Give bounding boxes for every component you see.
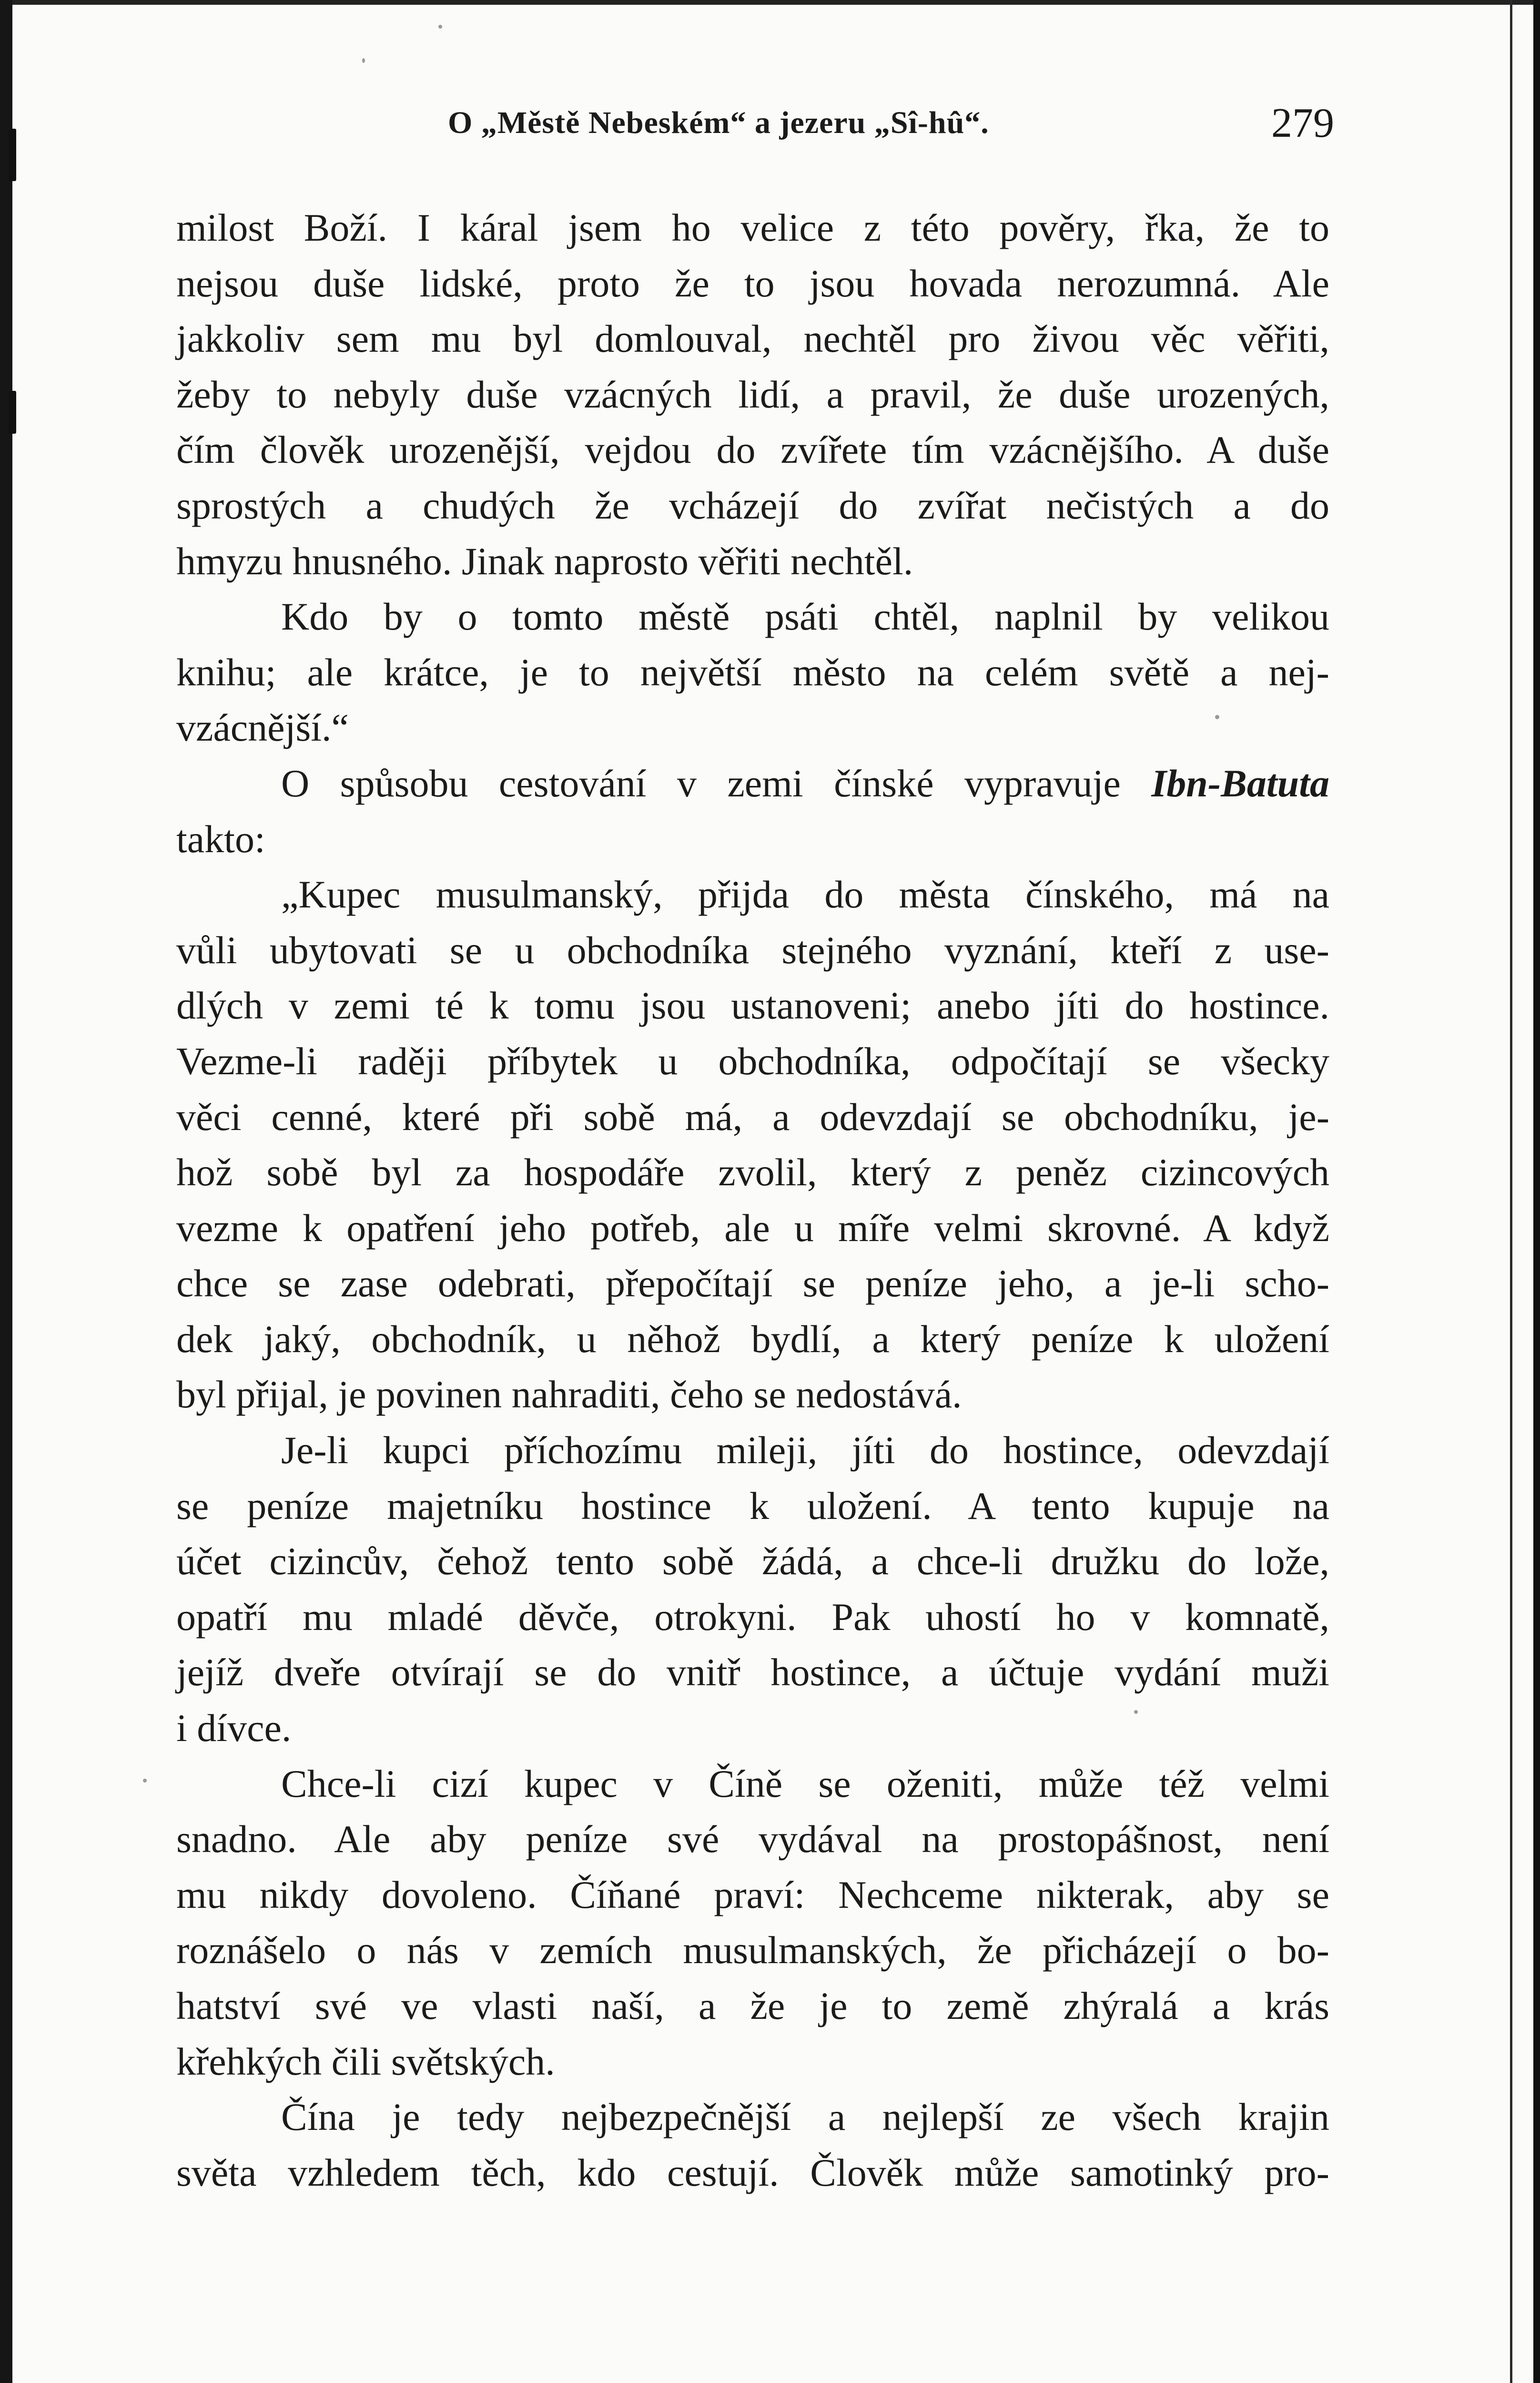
text-line: byl přijal, je povinen nahraditi, čeho se nedostává. (176, 1373, 962, 1416)
page-number: 279 (1271, 100, 1334, 146)
text-line: věci cenné, které při sobě má, a odevzdají se obchodníku, je- (176, 1095, 1329, 1139)
scan-mark (9, 129, 16, 181)
text-line: žeby to nebyly duše vzácných lidí, a pravil, že duše urozených, (176, 372, 1329, 416)
text-line (176, 756, 1329, 812)
text-line: jejíž dveře otvírají se do vnitř hostince, a účtuje vydání muži (176, 1650, 1329, 1694)
running-head: O „Městě Nebeském“ a jezeru „Sî-hû“. (448, 105, 989, 140)
scan-mark (9, 391, 16, 434)
text-line: dlých v zemi té k tomu jsou ustanoveni; anebo jíti do hostince. (176, 984, 1329, 1028)
body-text (176, 200, 1329, 2200)
text-line-start: O spůsobu cestování v zemi čínské vypravuje (281, 761, 1152, 805)
text-line: sprostých a chudých že vcházejí do zvířat nečistých a do (176, 483, 1329, 527)
text-line: nejsou duše lidské, proto že to jsou hovada nerozumná. Ale (176, 261, 1329, 305)
scan-edge-left (0, 0, 12, 2383)
scan-speck (438, 25, 442, 29)
text-line: chce se zase odebrati, přepočítají se peníze jeho, a je-li scho- (176, 1262, 1329, 1305)
text-line: opatří mu mladé děvče, otrokyni. Pak uhostí ho v komnatě, (176, 1595, 1329, 1639)
author-name: Ibn-Batuta (1151, 761, 1329, 805)
text-line: čím člověk urozenější, vejdou do zvířete tím vzácnějšího. A duše (176, 428, 1329, 472)
text-line: hmyzu hnusného. Jinak naprosto věřiti nechtěl. (176, 539, 913, 583)
text-line: světa vzhledem těch, kdo cestují. Člověk může samotinký pro- (176, 2150, 1329, 2194)
text-line: Čína je tedy nejbezpečnější a nejlepší ze všech krajin (281, 2095, 1329, 2139)
text-line: hož sobě byl za hospodáře zvolil, který z peněz cizincových (176, 1151, 1329, 1194)
text-line: vezme k opatření jeho potřeb, ale u míře velmi skrovné. A když (176, 1206, 1329, 1250)
text-line: se peníze majetníku hostince k uložení. A tento kupuje na (176, 1484, 1329, 1528)
text-line: i dívce. (176, 1706, 292, 1750)
text-line: křehkých čili světských. (176, 2039, 555, 2083)
text-line: Vezme-li raději příbytek u obchodníka, odpočítají se všecky (176, 1039, 1329, 1083)
text-line: mu nikdy dovoleno. Číňané praví: Nechceme nikterak, aby se (176, 1873, 1329, 1916)
text-line: snadno. Ale aby peníze své vydával na prostopášnost, není (176, 1817, 1329, 1861)
text-line: účet cizincův, čehož tento sobě žádá, a chce-li družku do lože, (176, 1539, 1329, 1583)
text-line: vůli ubytovati se u obchodníka stejného vyznání, kteří z use- (176, 928, 1329, 972)
text-line: jakkoliv sem mu byl domlouval, nechtěl pro živou věc věřiti, (176, 317, 1329, 361)
page-edge-line (1510, 0, 1512, 2383)
text-line: hatství své ve vlasti naší, a že je to země zhýralá a krás (176, 1984, 1329, 2027)
text-line: Kdo by o tomto městě psáti chtěl, naplnil by velikou (281, 595, 1329, 639)
text-line: roznášelo o nás v zemích musulmanských, že přicházejí o bo- (176, 1928, 1329, 1972)
scan-speck (362, 58, 365, 63)
text-line: „Kupec musulmanský, přijda do města čínského, má na (281, 873, 1329, 917)
text-line: vzácnější.“ (176, 706, 349, 750)
scan-edge-top (0, 0, 1540, 5)
scan-speck (143, 1779, 147, 1782)
scan-edge-right (1533, 0, 1540, 2383)
text-line: Chce-li cizí kupec v Číně se oženiti, může též velmi (281, 1762, 1329, 1805)
text-line: knihu; ale krátce, je to největší město na celém světě a nej- (176, 650, 1329, 694)
text-line: Je-li kupci příchozímu mileji, jíti do hostince, odevzdají (281, 1428, 1329, 1472)
page-header (181, 95, 1334, 157)
text-line: milost Boží. I káral jsem ho velice z této pověry, řka, že to (176, 206, 1329, 249)
text-line: dek jaký, obchodník, u něhož bydlí, a který peníze k uložení (176, 1317, 1329, 1361)
text-line: takto: (176, 817, 265, 861)
